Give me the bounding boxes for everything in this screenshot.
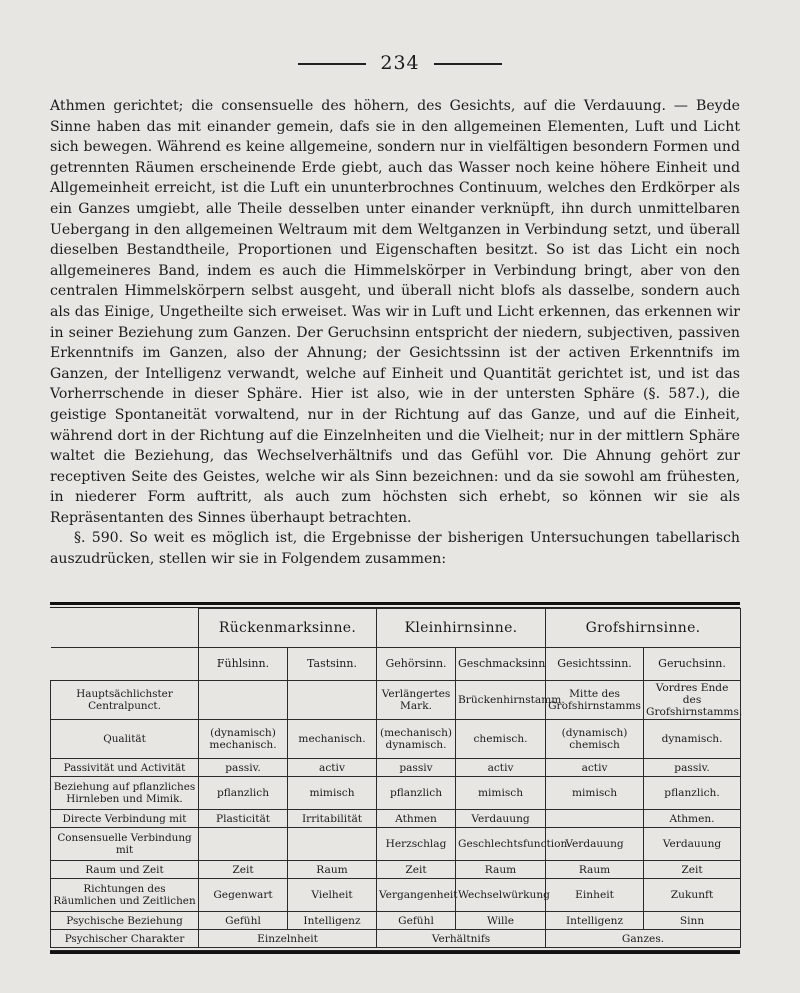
table-cell: chemisch. (456, 720, 546, 759)
table-cell: passiv. (199, 759, 288, 777)
sense-header: Tastsinn. (288, 648, 377, 681)
body-text (50, 96, 740, 570)
table-cell: mimisch (288, 777, 377, 810)
table-cell: activ (288, 759, 377, 777)
table-cell: dynamisch. (644, 720, 741, 759)
table-cell: Geschlechtsfunction. (456, 828, 546, 861)
table-cell (288, 681, 377, 720)
table-row (51, 777, 741, 810)
table-cell: (mechanisch) dynamisch. (377, 720, 456, 759)
row-label: Raum und Zeit (51, 861, 199, 879)
table-cell: Verdauung (546, 828, 644, 861)
table-cell: Athmen (377, 810, 456, 828)
table-cell: Verdauung (644, 828, 741, 861)
row-label: Qualität (51, 720, 199, 759)
table-cell: mimisch (546, 777, 644, 810)
table-cell: Einheit (546, 879, 644, 912)
page-header (0, 52, 800, 74)
sense-header: Geschmacksinn (456, 648, 546, 681)
table-cell: pflanzlich (199, 777, 288, 810)
table-cell: Athmen. (644, 810, 741, 828)
table-row (51, 681, 741, 720)
table-row (51, 861, 741, 879)
table-cell: (dynamisch) chemisch (546, 720, 644, 759)
paragraph-2: §. 590. So weit es möglich ist, die Ergebnisse der bisherigen Untersuchungen tabellarisch auszudrücken, stellen wir sie in Folgendem zusammen: (50, 530, 740, 568)
table-top-rule (50, 602, 740, 605)
table-cell: Gefühl (199, 912, 288, 930)
table-cell (288, 828, 377, 861)
sense-header: Gehörsinn. (377, 648, 456, 681)
row-label: Psychische Beziehung (51, 912, 199, 930)
table-row (51, 828, 741, 861)
table-cell: Mitte des Grofshirnstamms (546, 681, 644, 720)
table-row (51, 720, 741, 759)
table-bottom-rule (50, 951, 740, 954)
table-cell (546, 810, 644, 828)
sense-header: Geruchsinn. (644, 648, 741, 681)
row-label: Passivität und Activität (51, 759, 199, 777)
table-cell (199, 828, 288, 861)
header-rule-right (434, 63, 502, 65)
row-label: Directe Verbindung mit (51, 810, 199, 828)
paragraph-1: Athmen gerichtet; die consensuelle des höhern, des Gesichts, auf die Verdauung. — Beyde Sinne haben das mit einander gemein, dafs sie in den allgemeinen Elementen, Luft und Licht sich bewegen. Während es keine allgemeine, sondern nur in vielfältigen besondern Formen und getrennten Räumen erscheinende Erde giebt, auch das Wasser noch keine höhere Einheit und Allgemeinheit erreicht, ist die Luft ein ununterbrochnes Continuum, welches den Erdkörper als ein Ganzes umgiebt, alle Theile desselben unter einander verknüpft, ihn durch unmittelbaren Uebergang in den allgemeinen Weltraum mit dem Weltganzen in Verbindung setzt, und überall dieselben Bestandtheile, Proportionen und Eigenschaften besitzt. So ist das Licht ein noch allgemeineres Band, indem es auch die Himmelskörper in Verbindung bringt, aber von den centralen Himmelskörpern selbst ausgeht, und überall nicht blofs als dasselbe, sondern auch als das Einige, Ungetheilte sich erweiset. Was wir in Luft und Licht erkennen, das erkennen wir in seiner Beziehung zum Ganzen. Der Geruchsinn entspricht der niedern, subjectiven, passiven Erkenntnifs im Ganzen, also der Ahnung; der Gesichtssinn ist der activen Erkenntnifs im Ganzen, der Intelligenz verwandt, welche auf Einheit und Quantität gerichtet ist, und ist das Vorherrschende in dieser Sphäre. Hier ist also, wie in der untersten Sphäre (§. 587.), die geistige Spontaneität vorwaltend, nur in der Richtung auf das Ganze, und auf die Einheit, während dort in der Richtung auf die Einzelnheiten und die Vielheit; nur in der mittlern Sphäre waltet die Beziehung, das Wechselverhältnifs und das Gefühl vor. Die Ahnung gehört zur receptiven Seite des Geistes, welche wir als Sinn bezeichnen: und da sie sowohl am frühesten, in niederer Form auftritt, als auch zum höchsten sich erhebt, so können wir sie als Repräsentanten des Sinnes überhaupt betrachten. (50, 98, 740, 526)
table-cell: Wille (456, 912, 546, 930)
table-cell: Verdauung (456, 810, 546, 828)
page-number: 234 (380, 52, 420, 74)
group-header: Rückenmarksinne. (199, 609, 377, 648)
group-header: Grofshirnsinne. (546, 609, 741, 648)
table-cell: Zeit (377, 861, 456, 879)
corner-cell (51, 609, 199, 648)
table-cell: Brückenhirnstamm. (456, 681, 546, 720)
table-cell: (dynamisch) mechanisch. (199, 720, 288, 759)
table-row (51, 759, 741, 777)
table-row (51, 810, 741, 828)
table-cell: activ (546, 759, 644, 777)
table-cell (199, 681, 288, 720)
senses-table-wrap (50, 602, 743, 954)
row-label: Hauptsächlichster Centralpunct. (51, 681, 199, 720)
table-cell: Verhältnifs (377, 930, 546, 948)
table-cell: Zeit (644, 861, 741, 879)
table-cell: Verlängertes Mark. (377, 681, 456, 720)
table-cell: Vordres Ende des Grofshirnstamms. (644, 681, 741, 720)
table-cell: Raum (456, 861, 546, 879)
table-cell: activ (456, 759, 546, 777)
table-cell: Vergangenheit (377, 879, 456, 912)
header-rule-left (298, 63, 366, 65)
table-row (51, 879, 741, 912)
table-cell: Intelligenz (288, 912, 377, 930)
table-cell: Zukunft (644, 879, 741, 912)
corner-cell (51, 648, 199, 681)
table-cell: Gefühl (377, 912, 456, 930)
table-cell: Raum (288, 861, 377, 879)
table-cell: Herzschlag (377, 828, 456, 861)
table-row (51, 912, 741, 930)
table-cell: mimisch (456, 777, 546, 810)
row-label: Psychischer Charakter (51, 930, 199, 948)
table-row (51, 930, 741, 948)
table-cell: passiv. (644, 759, 741, 777)
table-cell: Sinn (644, 912, 741, 930)
table-cell: Zeit (199, 861, 288, 879)
sense-header: Fühlsinn. (199, 648, 288, 681)
senses-table (50, 608, 741, 948)
sense-header: Gesichtssinn. (546, 648, 644, 681)
table-cell: Plasticität (199, 810, 288, 828)
table-cell: pflanzlich. (644, 777, 741, 810)
row-label: Consensuelle Verbindung mit (51, 828, 199, 861)
table-cell: pflanzlich (377, 777, 456, 810)
table-row-groups (51, 609, 741, 648)
table-cell: Ganzes. (546, 930, 741, 948)
group-header: Kleinhirnsinne. (377, 609, 546, 648)
table-cell: Irritabilität (288, 810, 377, 828)
table-cell: mechanisch. (288, 720, 377, 759)
table-cell: Intelligenz (546, 912, 644, 930)
row-label: Richtungen des Räumlichen und Zeitlichen (51, 879, 199, 912)
table-cell: passiv (377, 759, 456, 777)
table-cell: Wechselwürkung (456, 879, 546, 912)
table-cell: Gegenwart (199, 879, 288, 912)
row-label: Beziehung auf pflanzliches Hirnleben und Mimik. (51, 777, 199, 810)
table-cell: Vielheit (288, 879, 377, 912)
table-cell: Raum (546, 861, 644, 879)
table-row-senses (51, 648, 741, 681)
table-cell: Einzelnheit (199, 930, 377, 948)
